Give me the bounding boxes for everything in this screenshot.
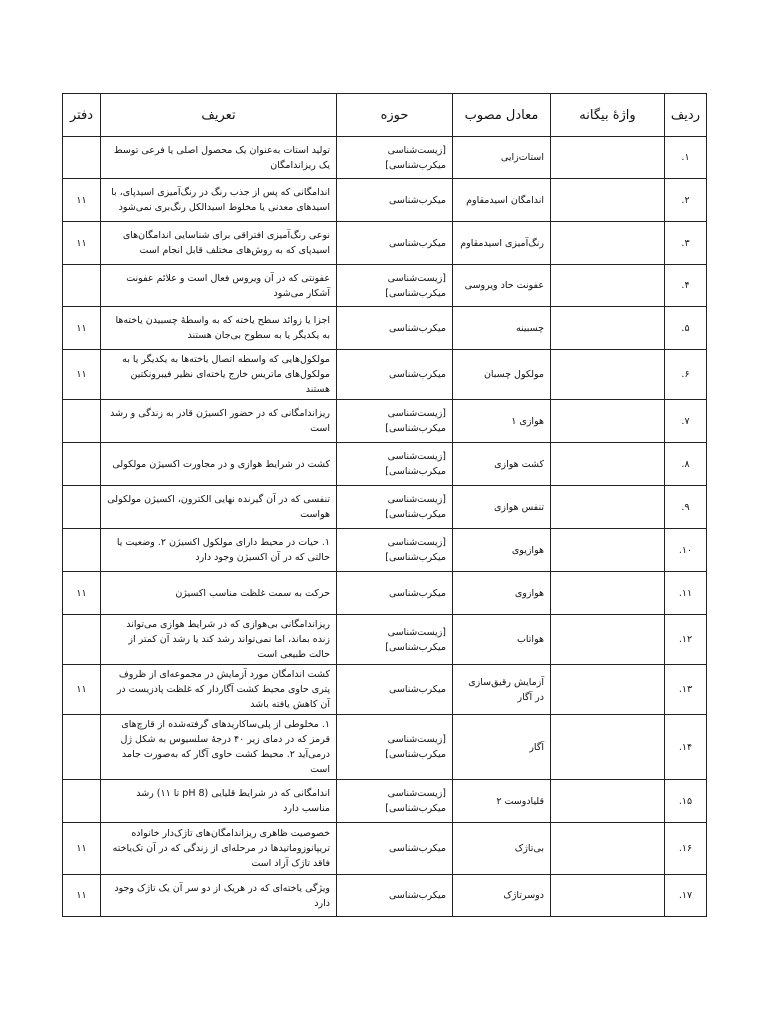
book-cell bbox=[63, 715, 101, 780]
definition-cell: خصوصیت ظاهری ریزاندامگان‌های تاژک‌دار خانواده تریپانوزوماتیدها در مرحله‌ای از زندگی که در آن تک‌یاخته فاقد تاژک آزاد است bbox=[101, 823, 337, 875]
row-number-cell: ۲. bbox=[665, 179, 707, 222]
field-cell: [زیست‌شناسی‌ میکرب‌شناسی] bbox=[337, 400, 453, 443]
definition-cell: مولکول‌هایی که واسطه اتصال یاخته‌ها به یکدیگر یا به مولکول‌های ماتریس خارج یاخته‌ای نظیر فیبرونکتین هستند bbox=[101, 350, 337, 400]
approved-equivalent-cell: هوازوی bbox=[453, 572, 551, 615]
field-cell: میکرب‌شناسی bbox=[337, 572, 453, 615]
row-number-cell: ۱۵. bbox=[665, 780, 707, 823]
field-cell: [زیست‌شناسی‌ میکرب‌شناسی] bbox=[337, 529, 453, 572]
table-row bbox=[63, 137, 707, 179]
approved-equivalent-cell: هوازیوی bbox=[453, 529, 551, 572]
foreign-term-cell bbox=[551, 780, 665, 823]
book-cell: ۱۱ bbox=[63, 222, 101, 265]
field-cell: [زیست‌شناسی‌ میکرب‌شناسی] bbox=[337, 265, 453, 307]
row-number-cell: ۱۳. bbox=[665, 665, 707, 715]
approved-equivalent-cell: آگار bbox=[453, 715, 551, 780]
foreign-term-cell bbox=[551, 715, 665, 780]
definition-cell: تنفسی که در آن گیرنده نهایی الکترون، اکسیژن مولکولی هواست bbox=[101, 486, 337, 529]
approved-equivalent-cell: قلیادوست ۲ bbox=[453, 780, 551, 823]
table-row bbox=[63, 780, 707, 823]
row-number-cell: ۱۲. bbox=[665, 615, 707, 665]
row-number-cell: ۹. bbox=[665, 486, 707, 529]
approved-equivalent-cell: مولکول چسبان bbox=[453, 350, 551, 400]
approved-equivalent-cell: بی‌تاژک bbox=[453, 823, 551, 875]
table-row bbox=[63, 615, 707, 665]
book-cell: ۱۱ bbox=[63, 572, 101, 615]
book-cell bbox=[63, 137, 101, 179]
field-cell: میکرب‌شناسی bbox=[337, 179, 453, 222]
foreign-term-cell bbox=[551, 823, 665, 875]
foreign-term-cell bbox=[551, 875, 665, 917]
foreign-term-cell bbox=[551, 307, 665, 350]
field-cell: میکرب‌شناسی bbox=[337, 350, 453, 400]
row-number-cell: ۱۴. bbox=[665, 715, 707, 780]
book-cell: ۱۱ bbox=[63, 665, 101, 715]
book-cell bbox=[63, 443, 101, 486]
definition-cell: عفونتی که در آن ویروس فعال است و علائم عفونت آشکار می‌شود bbox=[101, 265, 337, 307]
header-field: حوزه bbox=[337, 94, 453, 137]
book-cell: ۱۱ bbox=[63, 179, 101, 222]
approved-equivalent-cell: تنفس هوازی bbox=[453, 486, 551, 529]
definition-cell: ۱. مخلوطی از پلی‌ساکاریدهای گرفته‌شده از قارچ‌های قرمز که در دمای زیر ۴۰ درجهٔ سلسیوس به شکل ژل درمی‌آید ۲. محیط کشت حاوی آگار که به‌صورت جامد است bbox=[101, 715, 337, 780]
definition-cell: کشت در شرایط هوازی و در مجاورت اکسیژن مولکولی bbox=[101, 443, 337, 486]
field-cell: [زیست‌شناسی‌ میکرب‌شناسی] bbox=[337, 615, 453, 665]
foreign-term-cell bbox=[551, 572, 665, 615]
table-row bbox=[63, 222, 707, 265]
header-book: دفتر bbox=[63, 94, 101, 137]
book-cell: ۱۱ bbox=[63, 823, 101, 875]
table-row bbox=[63, 400, 707, 443]
field-cell: میکرب‌شناسی bbox=[337, 222, 453, 265]
field-cell: [زیست‌شناسی‌ میکرب‌شناسی] bbox=[337, 715, 453, 780]
field-cell: [زیست‌شناسی‌ میکرب‌شناسی] bbox=[337, 486, 453, 529]
book-cell bbox=[63, 529, 101, 572]
table-row bbox=[63, 875, 707, 917]
definition-cell: ۱. حیات در محیط دارای مولکول اکسیژن ۲. وضعیت یا حالتی که در آن اکسیژن وجود دارد bbox=[101, 529, 337, 572]
foreign-term-cell bbox=[551, 137, 665, 179]
table-header-row bbox=[63, 94, 707, 137]
table-row bbox=[63, 665, 707, 715]
book-cell: ۱۱ bbox=[63, 875, 101, 917]
definition-cell: ریزاندامگانی بی‌هوازی که در شرایط هوازی می‌تواند زنده بماند، اما نمی‌تواند رشد کند یا رشد آن کمتر از حالت طبیعی است bbox=[101, 615, 337, 665]
glossary-table bbox=[62, 93, 707, 917]
book-cell: ۱۱ bbox=[63, 350, 101, 400]
foreign-term-cell bbox=[551, 443, 665, 486]
header-row-number: ردیف bbox=[665, 94, 707, 137]
header-foreign-term: واژهٔ بیگانه bbox=[551, 94, 665, 137]
row-number-cell: ۱۶. bbox=[665, 823, 707, 875]
definition-cell: اندامگانی که پس از جذب رنگ در رنگ‌آمیزی اسیدپای، با اسیدهای معدنی یا مخلوط اسیدالکل رنگ‌بری نمی‌شود bbox=[101, 179, 337, 222]
foreign-term-cell bbox=[551, 179, 665, 222]
approved-equivalent-cell: دوسرتاژک bbox=[453, 875, 551, 917]
table-row bbox=[63, 179, 707, 222]
table-body bbox=[63, 137, 707, 917]
table-row bbox=[63, 715, 707, 780]
approved-equivalent-cell: آزمایش رقیق‌سازی در آگار bbox=[453, 665, 551, 715]
foreign-term-cell bbox=[551, 222, 665, 265]
field-cell: میکرب‌شناسی bbox=[337, 823, 453, 875]
definition-cell: ریزاندامگانی که در حضور اکسیژن قادر به زندگی و رشد است bbox=[101, 400, 337, 443]
field-cell: میکرب‌شناسی bbox=[337, 875, 453, 917]
foreign-term-cell bbox=[551, 529, 665, 572]
field-cell: [زیست‌شناسی‌ میکرب‌شناسی] bbox=[337, 443, 453, 486]
table-row bbox=[63, 443, 707, 486]
row-number-cell: ۶. bbox=[665, 350, 707, 400]
row-number-cell: ۱۷. bbox=[665, 875, 707, 917]
row-number-cell: ۵. bbox=[665, 307, 707, 350]
approved-equivalent-cell: رنگ‌آمیزی اسیدمقاوم bbox=[453, 222, 551, 265]
approved-equivalent-cell: کشت هوازی bbox=[453, 443, 551, 486]
table-row bbox=[63, 572, 707, 615]
header-approved-equivalent: معادل مصوب bbox=[453, 94, 551, 137]
definition-cell: اندامگانی که در شرایط قلیایی (pH 8 تا ۱۱) رشد مناسب دارد bbox=[101, 780, 337, 823]
book-cell bbox=[63, 400, 101, 443]
approved-equivalent-cell: چسبینه bbox=[453, 307, 551, 350]
foreign-term-cell bbox=[551, 486, 665, 529]
field-cell: [زیست‌شناسی‌ میکرب‌شناسی] bbox=[337, 137, 453, 179]
row-number-cell: ۸. bbox=[665, 443, 707, 486]
table-row bbox=[63, 529, 707, 572]
foreign-term-cell bbox=[551, 665, 665, 715]
field-cell: [زیست‌شناسی‌ میکرب‌شناسی] bbox=[337, 780, 453, 823]
approved-equivalent-cell: هواتاب bbox=[453, 615, 551, 665]
table-row bbox=[63, 265, 707, 307]
table-row bbox=[63, 486, 707, 529]
row-number-cell: ۳. bbox=[665, 222, 707, 265]
row-number-cell: ۴. bbox=[665, 265, 707, 307]
foreign-term-cell bbox=[551, 265, 665, 307]
table-row bbox=[63, 823, 707, 875]
book-cell bbox=[63, 780, 101, 823]
row-number-cell: ۱. bbox=[665, 137, 707, 179]
row-number-cell: ۷. bbox=[665, 400, 707, 443]
book-cell bbox=[63, 486, 101, 529]
foreign-term-cell bbox=[551, 615, 665, 665]
foreign-term-cell bbox=[551, 400, 665, 443]
header-definition: تعریف bbox=[101, 94, 337, 137]
definition-cell: کشت اندامگان مورد آزمایش در مجموعه‌ای از ظروف پتری حاوی محیط کشت آگاردار که غلظت پادزیست در آن کاهش یافته باشد bbox=[101, 665, 337, 715]
definition-cell: تولید استات به‌عنوان یک محصول اصلی یا فرعی توسط یک ریزاندامگان bbox=[101, 137, 337, 179]
approved-equivalent-cell: استات‌زایی bbox=[453, 137, 551, 179]
definition-cell: حرکت به سمت غلظت مناسب اکسیژن bbox=[101, 572, 337, 615]
approved-equivalent-cell: هوازی ۱ bbox=[453, 400, 551, 443]
book-cell bbox=[63, 615, 101, 665]
approved-equivalent-cell: عفونت حاد ویروسی bbox=[453, 265, 551, 307]
book-cell bbox=[63, 265, 101, 307]
field-cell: میکرب‌شناسی bbox=[337, 665, 453, 715]
row-number-cell: ۱۰. bbox=[665, 529, 707, 572]
row-number-cell: ۱۱. bbox=[665, 572, 707, 615]
book-cell: ۱۱ bbox=[63, 307, 101, 350]
field-cell: میکرب‌شناسی bbox=[337, 307, 453, 350]
definition-cell: ویژگی یاخته‌ای که در هریک از دو سر آن یک تاژک وجود دارد bbox=[101, 875, 337, 917]
foreign-term-cell bbox=[551, 350, 665, 400]
definition-cell: نوعی رنگ‌آمیزی افتراقی برای شناسایی اندامگان‌های اسیدپای که به روش‌های مختلف قابل انجام است bbox=[101, 222, 337, 265]
table-row bbox=[63, 350, 707, 400]
approved-equivalent-cell: اندامگان اسیدمقاوم bbox=[453, 179, 551, 222]
definition-cell: اجزا یا زوائد سطح یاخته که به واسطهٔ چسبیدن یاخته‌ها به یکدیگر یا به سطوح بی‌جان هستند bbox=[101, 307, 337, 350]
table-row bbox=[63, 307, 707, 350]
